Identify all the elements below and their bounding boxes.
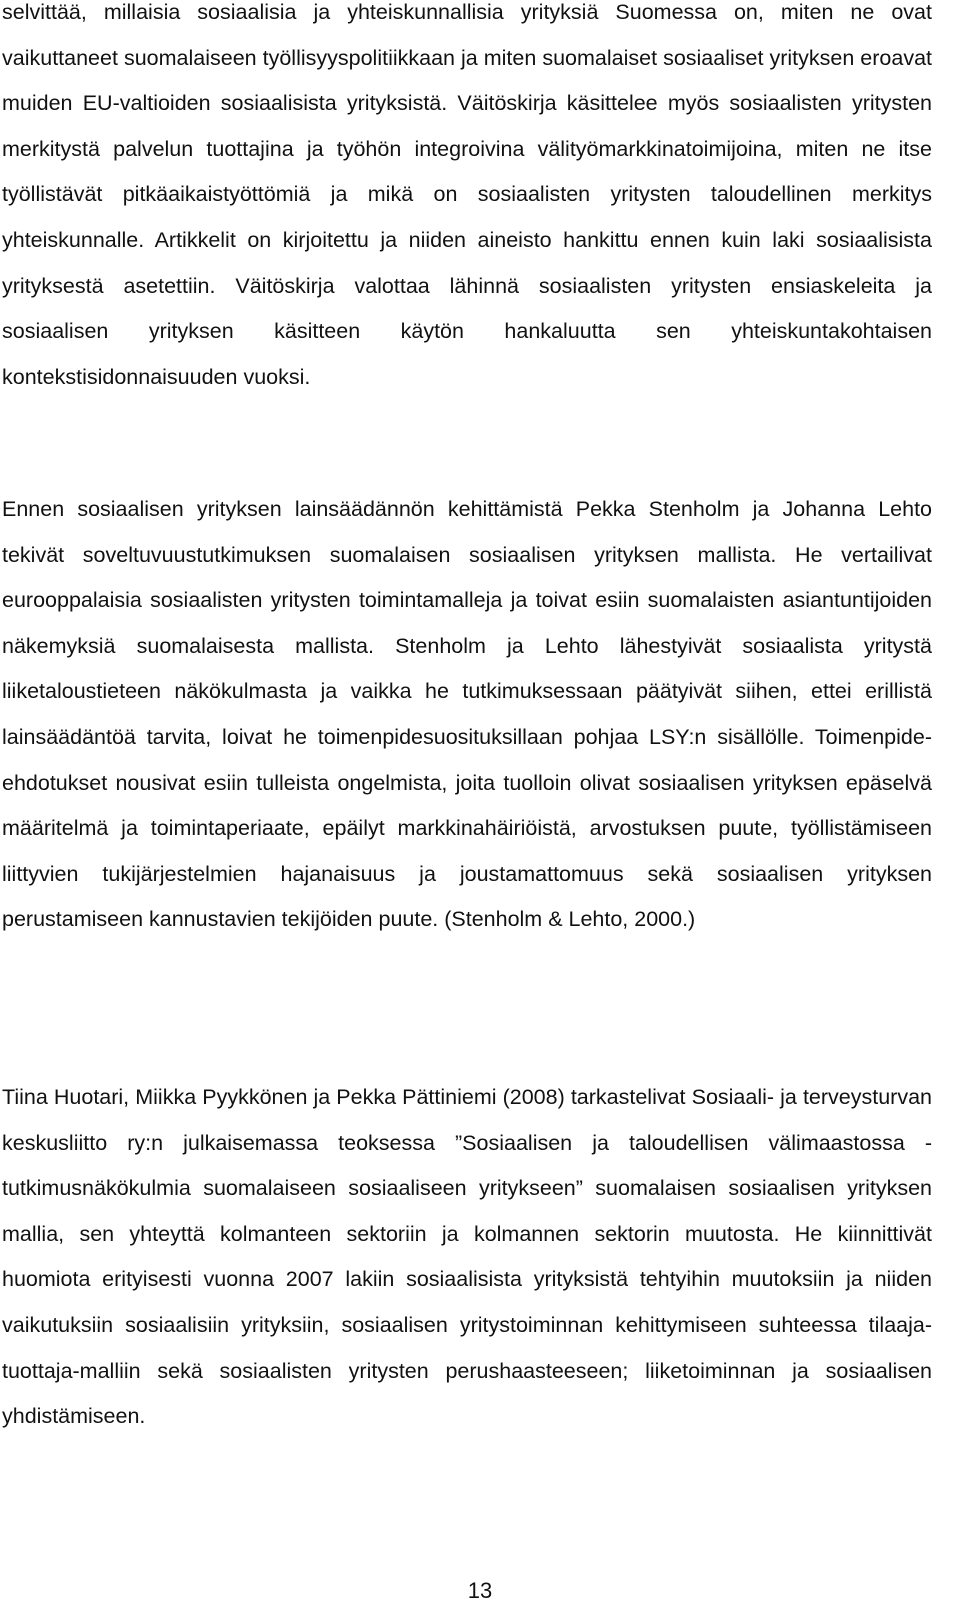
body-paragraph-3: Tiina Huotari, Miikka Pyykkönen ja Pekka Pättiniemi (2008) tarkastelivat Sosiaali- ja terveysturvan keskusliitto ry:n julkaisemassa teoksessa ”Sosiaalisen ja taloudellisen välimaastossa - tutkimusnäkökulmia suomalaiseen sosiaaliseen yritykseen” suomalaisen sosiaalisen yrityksen mallia, sen yhteyttä kolmanteen sektoriin ja kolmannen sektorin muutosta. He kiinnittivät huomiota erityisesti vuonna 2007 lakiin sosiaalisista yrityksistä tehtyihin muutoksiin ja niiden vaikutuksiin sosiaalisiin yrityksiin, sosiaalisen yritystoiminnan kehittymiseen suhteessa tilaaja-tuottaja-malliin sekä sosiaalisten yritysten perushaasteeseen; liiketoiminnan ja sosiaalisen yhdistämiseen.: [2, 1085, 932, 1429]
body-paragraph-1: selvittää, millaisia sosiaalisia ja yhteiskunnallisia yrityksiä Suomessa on, miten ne ovat vaikuttaneet suomalaiseen työllisyyspolitiikkaan ja miten suomalaiset sosiaaliset yrityksen eroavat muiden EU-valtioiden sosiaalisista yrityksistä. Väitöskirja käsittelee myös sosiaalisten yritysten merkitystä palvelun tuottajina ja työhön integroivina välityömarkkinatoimijoina, miten ne itse työllistävät pitkäaikaistyöttömiä ja mikä on sosiaalisten yritysten taloudellinen merkitys yhteiskunnalle. Artikkelit on kirjoitettu ja niiden aineisto hankittu ennen kuin laki sosiaalisista yrityksestä asetettiin. Väitöskirja valottaa lähinnä sosiaalisten yritysten ensiaskeleita ja sosiaalisen yrityksen käsitteen käytön hankaluutta sen yhteiskuntakohtaisen kontekstisidonnaisuuden vuoksi.: [2, 0, 932, 389]
page-number: 13: [467, 1578, 493, 1603]
body-paragraph-2: Ennen sosiaalisen yrityksen lainsäädännön kehittämistä Pekka Stenholm ja Johanna Lehto tekivät soveltuvuustutkimuksen suomalaisen sosiaalisen yrityksen mallista. He vertailivat eurooppalaisia sosiaalisten yritysten toimintamalleja ja toivat esiin suomalaisten asiantuntijoiden näkemyksiä suomalaisesta mallista. Stenholm ja Lehto lähestyivät sosiaalista yritystä liiketaloustieteen näkökulmasta ja vaikka he tutkimuksessaan päätyivät siihen, ettei erillistä lainsäädäntöä tarvita, loivat he toimenpidesuosituksillaan pohjaa LSY:n sisällölle. Toimenpide-ehdotukset nousivat esiin tulleista ongelmista, joita tuolloin olivat sosiaalisen yrityksen epäselvä määritelmä ja toimintaperiaate, epäilyt markkinahäiriöistä, arvostuksen puute, työllistämiseen liittyvien tukijärjestelmien hajanaisuus ja joustamattomuus sekä sosiaalisen yrityksen perustamiseen kannustavien tekijöiden puute. (Stenholm & Lehto, 2000.): [2, 497, 932, 932]
